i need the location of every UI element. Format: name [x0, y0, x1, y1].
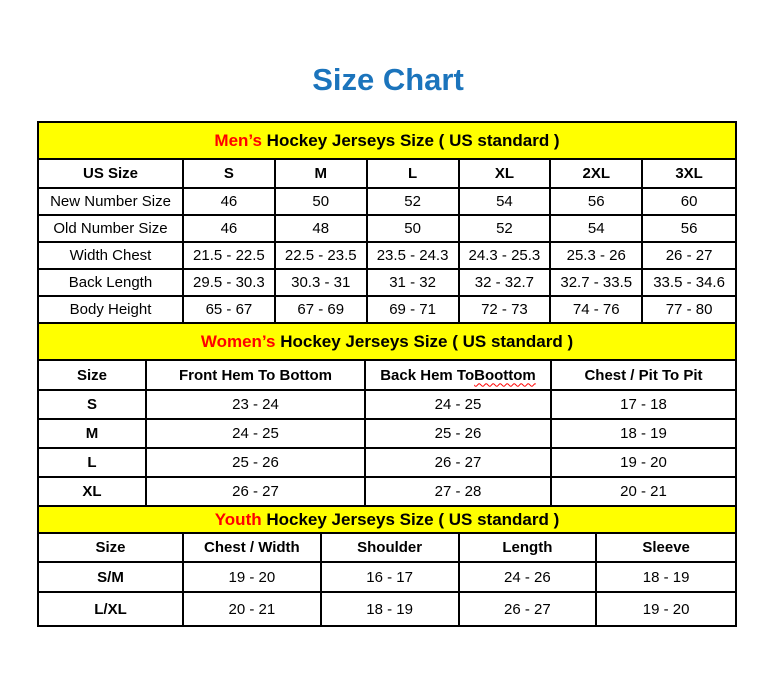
- womens-grid: [39, 361, 735, 505]
- youth-size-table: [39, 505, 735, 625]
- size-value-cell: 19 - 20: [184, 563, 322, 591]
- size-value-cell: 25.3 - 26: [551, 243, 643, 268]
- row-label-cell: M: [39, 420, 147, 447]
- size-value-cell: 18 - 19: [620, 425, 667, 442]
- banner-highlight-word: Women’s: [200, 331, 276, 351]
- size-value-cell: 24 - 25: [366, 391, 552, 418]
- header-cell: Size: [39, 361, 147, 389]
- row-label-cell: Width Chest: [39, 243, 184, 268]
- size-value-cell: 19 - 20: [620, 454, 667, 471]
- size-value-cell: 31 - 32: [368, 270, 460, 295]
- table-row: [39, 187, 735, 214]
- header-cell: Length: [460, 534, 598, 561]
- misspelled-word: Boottom: [474, 366, 536, 384]
- size-value-cell: 32.7 - 33.5: [551, 270, 643, 295]
- row-label-cell: XL: [39, 478, 147, 505]
- size-value-cell: 26 - 27: [366, 449, 552, 476]
- size-value-cell: 77 - 80: [665, 301, 713, 318]
- mens-grid: [39, 160, 735, 322]
- table-row: [39, 389, 735, 418]
- banner-text: Hockey Jerseys Size ( US standard ): [275, 331, 574, 351]
- size-value-cell: 30.3 - 31: [276, 270, 368, 295]
- size-value-cell: 48: [276, 216, 368, 241]
- header-cell: L: [368, 160, 460, 187]
- size-value-cell: 32 - 32.7: [460, 270, 552, 295]
- header-cell: Size: [39, 534, 184, 561]
- size-value-cell: 17 - 18: [620, 396, 667, 413]
- size-value-cell: 24.3 - 25.3: [460, 243, 552, 268]
- size-value-cell: 25 - 26: [147, 449, 366, 476]
- size-value-cell: 23.5 - 24.3: [368, 243, 460, 268]
- size-value-cell: 74 - 76: [551, 297, 643, 322]
- header-cell: Chest / Pit To Pit: [584, 366, 703, 384]
- size-value-cell: 21.5 - 22.5: [184, 243, 276, 268]
- header-cell: Chest / Width: [184, 534, 322, 561]
- table-row: [39, 447, 735, 476]
- size-value-cell: 20 - 21: [620, 483, 667, 500]
- table-row: [39, 561, 735, 591]
- size-value-cell: 67 - 69: [276, 297, 368, 322]
- size-value-cell: 46: [184, 216, 276, 241]
- size-value-cell: 20 - 21: [184, 593, 322, 625]
- size-value-cell: 54: [460, 189, 552, 214]
- size-value-cell: 26 - 27: [460, 593, 598, 625]
- table-row: [39, 214, 735, 241]
- row-label-cell: L: [39, 449, 147, 476]
- size-value-cell: 72 - 73: [460, 297, 552, 322]
- size-value-cell: 54: [551, 216, 643, 241]
- mens-section-banner: [39, 123, 735, 160]
- header-cell: Shoulder: [322, 534, 460, 561]
- size-value-cell: 65 - 67: [184, 297, 276, 322]
- header-cell: S: [184, 160, 276, 187]
- size-value-cell: 26 - 27: [147, 478, 366, 505]
- header-cell: 3XL: [675, 165, 703, 182]
- row-label-cell: S/M: [39, 563, 184, 591]
- header-cell: Sleeve: [642, 539, 690, 556]
- size-value-cell: 18 - 19: [642, 568, 690, 586]
- size-value-cell: 69 - 71: [368, 297, 460, 322]
- banner-highlight-word: Youth: [214, 509, 262, 529]
- size-chart-tables: [37, 121, 737, 627]
- size-value-cell: 18 - 19: [322, 593, 460, 625]
- banner-highlight-word: Men’s: [214, 130, 262, 150]
- size-value-cell: 56: [551, 189, 643, 214]
- table-row: [39, 268, 735, 295]
- size-value-cell: 46: [184, 189, 276, 214]
- womens-size-table: [39, 322, 735, 505]
- header-cell: US Size: [39, 160, 184, 187]
- table-header-row: [39, 534, 735, 561]
- table-row: [39, 476, 735, 505]
- row-label-cell: Body Height: [39, 297, 184, 322]
- size-value-cell: 16 - 17: [322, 563, 460, 591]
- size-value-cell: 24 - 25: [147, 420, 366, 447]
- size-value-cell: 50: [368, 216, 460, 241]
- size-value-cell: 56: [680, 220, 698, 237]
- size-value-cell: 23 - 24: [147, 391, 366, 418]
- header-cell: 2XL: [551, 160, 643, 187]
- table-row: [39, 241, 735, 268]
- size-value-cell: 22.5 - 23.5: [276, 243, 368, 268]
- table-row: [39, 418, 735, 447]
- banner-text: Hockey Jerseys Size ( US standard ): [261, 130, 560, 150]
- size-value-cell: 19 - 20: [642, 600, 690, 618]
- table-header-row: [39, 160, 735, 187]
- size-value-cell: 60: [680, 193, 698, 210]
- size-value-cell: 26 - 27: [665, 247, 713, 264]
- size-value-cell: 52: [460, 216, 552, 241]
- youth-section-banner: [39, 507, 735, 534]
- row-label-cell: L/XL: [39, 593, 184, 625]
- youth-grid: [39, 534, 735, 625]
- size-value-cell: 27 - 28: [366, 478, 552, 505]
- table-header-row: [39, 361, 735, 389]
- size-value-cell: 50: [276, 189, 368, 214]
- mens-size-table: [39, 123, 735, 322]
- row-label-cell: New Number Size: [39, 189, 184, 214]
- header-cell: XL: [460, 160, 552, 187]
- size-value-cell: 25 - 26: [366, 420, 552, 447]
- row-label-cell: Old Number Size: [39, 216, 184, 241]
- size-value-cell: 29.5 - 30.3: [184, 270, 276, 295]
- size-value-cell: 33.5 - 34.6: [653, 274, 725, 291]
- header-cell: Front Hem To Bottom: [147, 361, 366, 389]
- page-title: Size Chart: [312, 62, 464, 97]
- table-row: [39, 591, 735, 625]
- header-cell: M: [276, 160, 368, 187]
- womens-section-banner: [39, 324, 735, 361]
- size-value-cell: 24 - 26: [460, 563, 598, 591]
- banner-text: Hockey Jerseys Size ( US standard ): [261, 509, 560, 529]
- header-text: Back Hem To: [380, 366, 475, 384]
- size-value-cell: 52: [368, 189, 460, 214]
- row-label-cell: S: [39, 391, 147, 418]
- header-cell: [366, 361, 552, 389]
- table-row: [39, 295, 735, 322]
- row-label-cell: Back Length: [39, 270, 184, 295]
